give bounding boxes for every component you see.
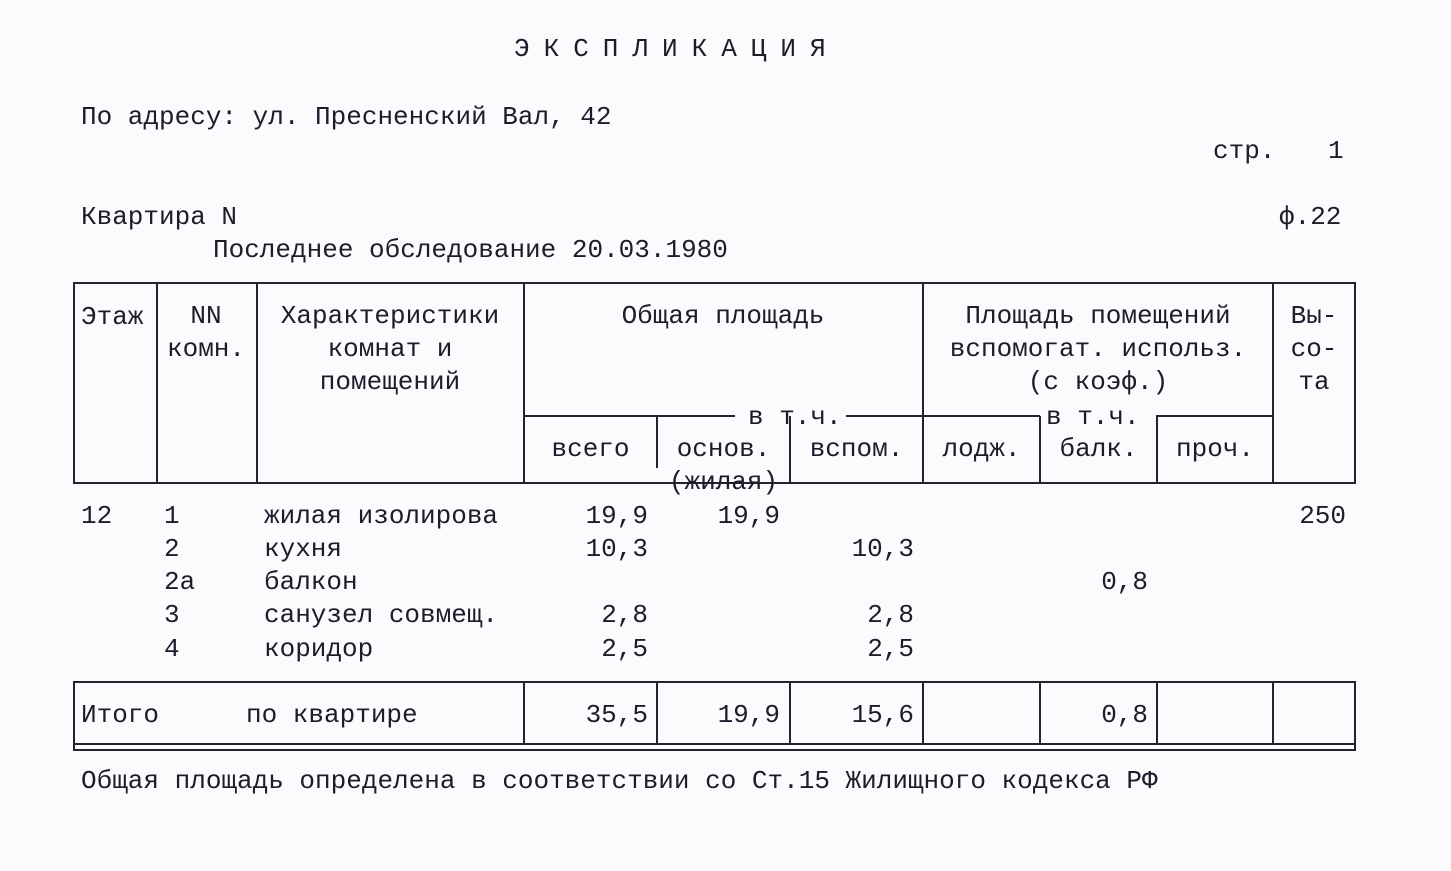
form-number: ф.22 — [1279, 202, 1342, 232]
header-aux-line1: Площадь помещений — [965, 301, 1231, 331]
apartment-label: Квартира N — [81, 202, 238, 232]
document-title: ЭКСПЛИКАЦИЯ — [514, 34, 840, 64]
header-balcony: балк. — [1059, 434, 1138, 464]
header-total: всего — [551, 434, 630, 464]
cell-aux: 2,5 — [867, 634, 914, 664]
cell-balcony: 0,8 — [1101, 567, 1148, 597]
totals-right-border — [1354, 681, 1356, 751]
totals-main: 19,9 — [717, 700, 780, 730]
page-label: стр. — [1213, 136, 1276, 166]
cell-name: коридор — [264, 634, 374, 664]
totals-double-border — [73, 749, 1356, 751]
totals-left-border — [73, 681, 75, 751]
cell-nn: 3 — [164, 600, 180, 630]
header-chars-line2: комнат и — [327, 334, 453, 364]
cell-name: санузел совмещ. — [264, 600, 499, 630]
header-main-line1: основ. — [676, 434, 771, 464]
cell-main: 19,9 — [717, 501, 780, 531]
last-survey: Последнее обследование 20.03.1980 — [213, 235, 728, 265]
cell-total: 10,3 — [585, 534, 648, 564]
cell-nn: 1 — [164, 501, 180, 531]
subheader-divider — [922, 415, 1040, 417]
header-height — [1274, 300, 1354, 399]
totals-label: Итого — [81, 700, 160, 730]
header-aux-line3: (с коэф.) — [1027, 367, 1169, 397]
cell-nn: 4 — [164, 634, 180, 664]
header-main-line2: (жилая) — [668, 467, 779, 497]
subheader-divider — [523, 415, 735, 417]
col-divider — [523, 681, 525, 745]
subheader-divider — [1156, 415, 1273, 417]
header-top-border — [73, 282, 1356, 284]
header-height-line3: та — [1298, 367, 1330, 397]
header-total-area: Общая площадь — [621, 301, 825, 331]
header-chars-line1: Характеристики — [280, 301, 500, 331]
header-aux-line2: вспомогат. использ. — [949, 334, 1247, 364]
cell-aux: 10,3 — [851, 534, 914, 564]
header-loggia: лодж. — [942, 434, 1021, 464]
header-nn — [158, 300, 254, 366]
totals-total: 35,5 — [585, 700, 648, 730]
cell-nn: 2а — [164, 567, 196, 597]
col-divider — [1272, 681, 1274, 745]
totals-balcony: 0,8 — [1101, 700, 1148, 730]
cell-name: кухня — [264, 534, 343, 564]
header-right-border — [1354, 282, 1356, 484]
cell-name: жилая изолирова — [264, 501, 499, 531]
cell-name: балкон — [264, 567, 358, 597]
header-characteristics — [258, 300, 522, 399]
header-aux: вспом. — [809, 434, 904, 464]
header-height-line2: со- — [1290, 334, 1338, 364]
totals-bottom-border — [73, 743, 1356, 745]
cell-aux: 2,8 — [867, 600, 914, 630]
col-divider — [922, 681, 924, 745]
header-incl-2: в т.ч. — [1046, 402, 1140, 432]
header-nn-line1: NN — [190, 301, 222, 331]
totals-sublabel: по квартире — [246, 700, 418, 730]
cell-total: 2,8 — [601, 600, 648, 630]
col-divider — [1156, 681, 1158, 745]
address: По адресу: ул. Пресненский Вал, 42 — [81, 102, 612, 132]
cell-nn: 2 — [164, 534, 180, 564]
totals-aux: 15,6 — [851, 700, 914, 730]
header-floor: Этаж — [81, 302, 144, 332]
cell-floor: 12 — [81, 501, 113, 531]
col-divider — [789, 681, 791, 745]
header-other: проч. — [1175, 434, 1254, 464]
cell-height: 250 — [1299, 501, 1346, 531]
totals-top-border — [73, 681, 1356, 683]
header-height-line1: Вы- — [1290, 301, 1338, 331]
footnote: Общая площадь определена в соответствии со Ст.15 Жилищного кодекса РФ — [81, 766, 1158, 796]
cell-total: 2,5 — [601, 634, 648, 664]
header-left-border — [73, 282, 75, 484]
col-divider — [656, 681, 658, 745]
cell-total: 19,9 — [585, 501, 648, 531]
header-chars-line3: помещений — [319, 367, 461, 397]
subheader-divider — [846, 415, 923, 417]
page-number: 1 — [1328, 136, 1344, 166]
header-nn-line2: комн. — [166, 334, 245, 364]
header-aux-area — [924, 300, 1272, 399]
header-incl-1: в т.ч. — [748, 402, 842, 432]
